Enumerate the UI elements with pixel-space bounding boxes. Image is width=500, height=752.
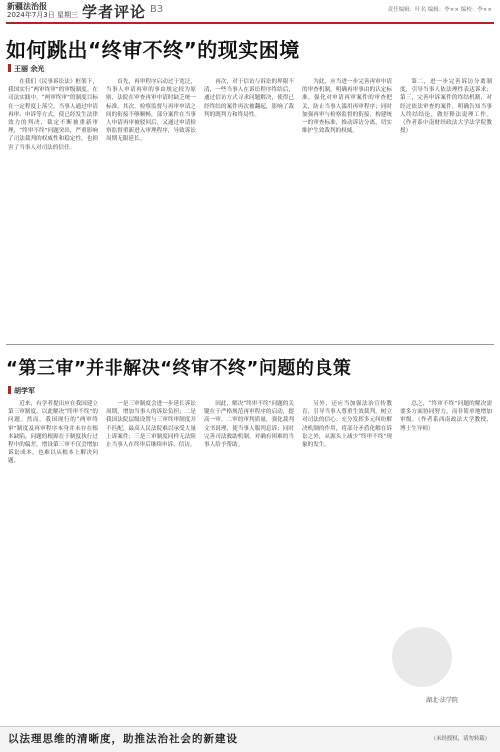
footer-slogan: 以法理思维的清晰度，助推法治社会的新建设 (8, 733, 238, 745)
article1-headline: 如何跳出“终审不终”的现实困境 (6, 38, 300, 62)
section-title: 学者评论 (82, 3, 147, 21)
article2-text-5: 总之，“终审不终”问题的解决需要多方面协同努力，而非简单地增加审级。（作者系西南政法大学教授、博士生导师） (400, 401, 492, 432)
article2-author: 胡学军 (14, 387, 35, 395)
article1-text-1: 在我们《民事诉讼法》框架下，我国实行“两审终审”的审级制度。在司法实践中，“两审终审”的制度目标在一定程度上落空。当事人通过申请再审、申诉等方式，使已经发生法律效力的判决、裁定不断被重新审理，“终审不终”问题突出，严重影响了司法裁判的权威性和稳定性，也损害了当事人对司法的信任。 (8, 79, 98, 151)
masthead-rule (6, 22, 494, 24)
article2-headline: “第三审”并非解决“终审不终”问题的良策 (6, 358, 352, 379)
article2-text-4: 另外，还应当加强法治宣传教育，引导当事人尊重生效裁判，树立对司法的信心；充分发挥多元纠纷解决机制的作用，将部分矛盾化解在诉讼之外，从源头上减少“终审不终”现象的发生。 (302, 401, 392, 449)
article1-column-4 (302, 78, 392, 333)
article1-column-3 (204, 78, 294, 333)
article2-text-1: 近来，有学者提出应在我国建立第三审制度，以此解决“终审不终”的问题。然而，我国现行的“两审终审”制度及再审程序本身并未存在根本缺陷，问题的根源在于制度执行过程中的偏差，增设第三审不仅会增加诉讼成本，也难以从根本上解决问题。 (8, 401, 98, 465)
article2-text-3: 因此，解决“终审不终”问题的关键在于严格规范再审程序的启动，提高一审、二审的审判质量，强化裁判文书说理，使当事人服判息诉；同时完善司法救助机制，对确有困难的当事人给予帮助。 (204, 401, 294, 449)
promo-image (352, 625, 492, 720)
paper-name: 新疆法治报 (7, 2, 47, 11)
article2-text-2: 一是三审制度会进一步延长诉讼周期，增加当事人的诉讼负担；二是我国法院层级设置与三审终审制度并不匹配，最高人民法院难以承受大量上诉案件；三是三审制度同样无法阻止当事人在终审后继续申诉、信访。 (106, 401, 196, 449)
page-number: B3 (150, 4, 164, 15)
article2-column-1 (8, 400, 98, 718)
article1-byline (8, 64, 44, 74)
emblem-icon (392, 627, 452, 687)
footer-note: （未经授权，请勿转载） (430, 736, 490, 742)
promo-caption: 湖北·法学院 (426, 697, 458, 704)
article1-text-2: 首先，再审程序启动过于宽泛，当事人申请再审的事由规定较为原则，法院在审查再审申请时缺乏统一标准。其次，检察监督与再审申请之间的衔接不够顺畅，部分案件在当事人申请再审被驳回后，又通过申请检察监督重新进入审理程序，导致诉讼周期无限延长。 (106, 79, 196, 143)
masthead-paper-info (7, 3, 78, 19)
article2-byline (8, 386, 35, 396)
article2-column-3 (204, 400, 294, 718)
article2-column-2 (106, 400, 196, 718)
article1-text-3: 再次，对于信访与诉讼的界限不清，一些当事人在诉讼程序终结后，通过信访方式寻求问题解决，使得已经终结的案件再次被翻起，影响了裁判的既判力和终局性。 (204, 79, 294, 118)
section-divider (6, 344, 494, 345)
article1-column-5 (400, 78, 492, 333)
article1-text-5: 第二，进一步完善诉访分离制度，引导当事人依法理性表达诉求；第三，完善申诉案件的终结机制，对经过依法审查的案件，明确告知当事人终结结论，做好释法说理工作。（作者系中南财经政法大学法学院教授） (400, 79, 492, 135)
article1-column-1 (8, 78, 98, 333)
article1-column-2 (106, 78, 196, 333)
issue-date: 2024年7月3日 星期三 (7, 11, 78, 19)
article1-text-4: 为此，应当进一步完善再审申请的审查机制，明确再审事由的认定标准，强化对申请再审案件的审查把关，防止当事人滥用再审程序；同时加强再审与检察监督的衔接，构建统一的审查标准，推动诉访分离，切实维护生效裁判的权威。 (302, 79, 392, 135)
editor-line: 责任编辑：叶名 编辑：李×× 编校：李×× (387, 7, 492, 13)
article1-author: 王丽 余光 (14, 65, 45, 73)
article2-column-5 (400, 400, 492, 615)
